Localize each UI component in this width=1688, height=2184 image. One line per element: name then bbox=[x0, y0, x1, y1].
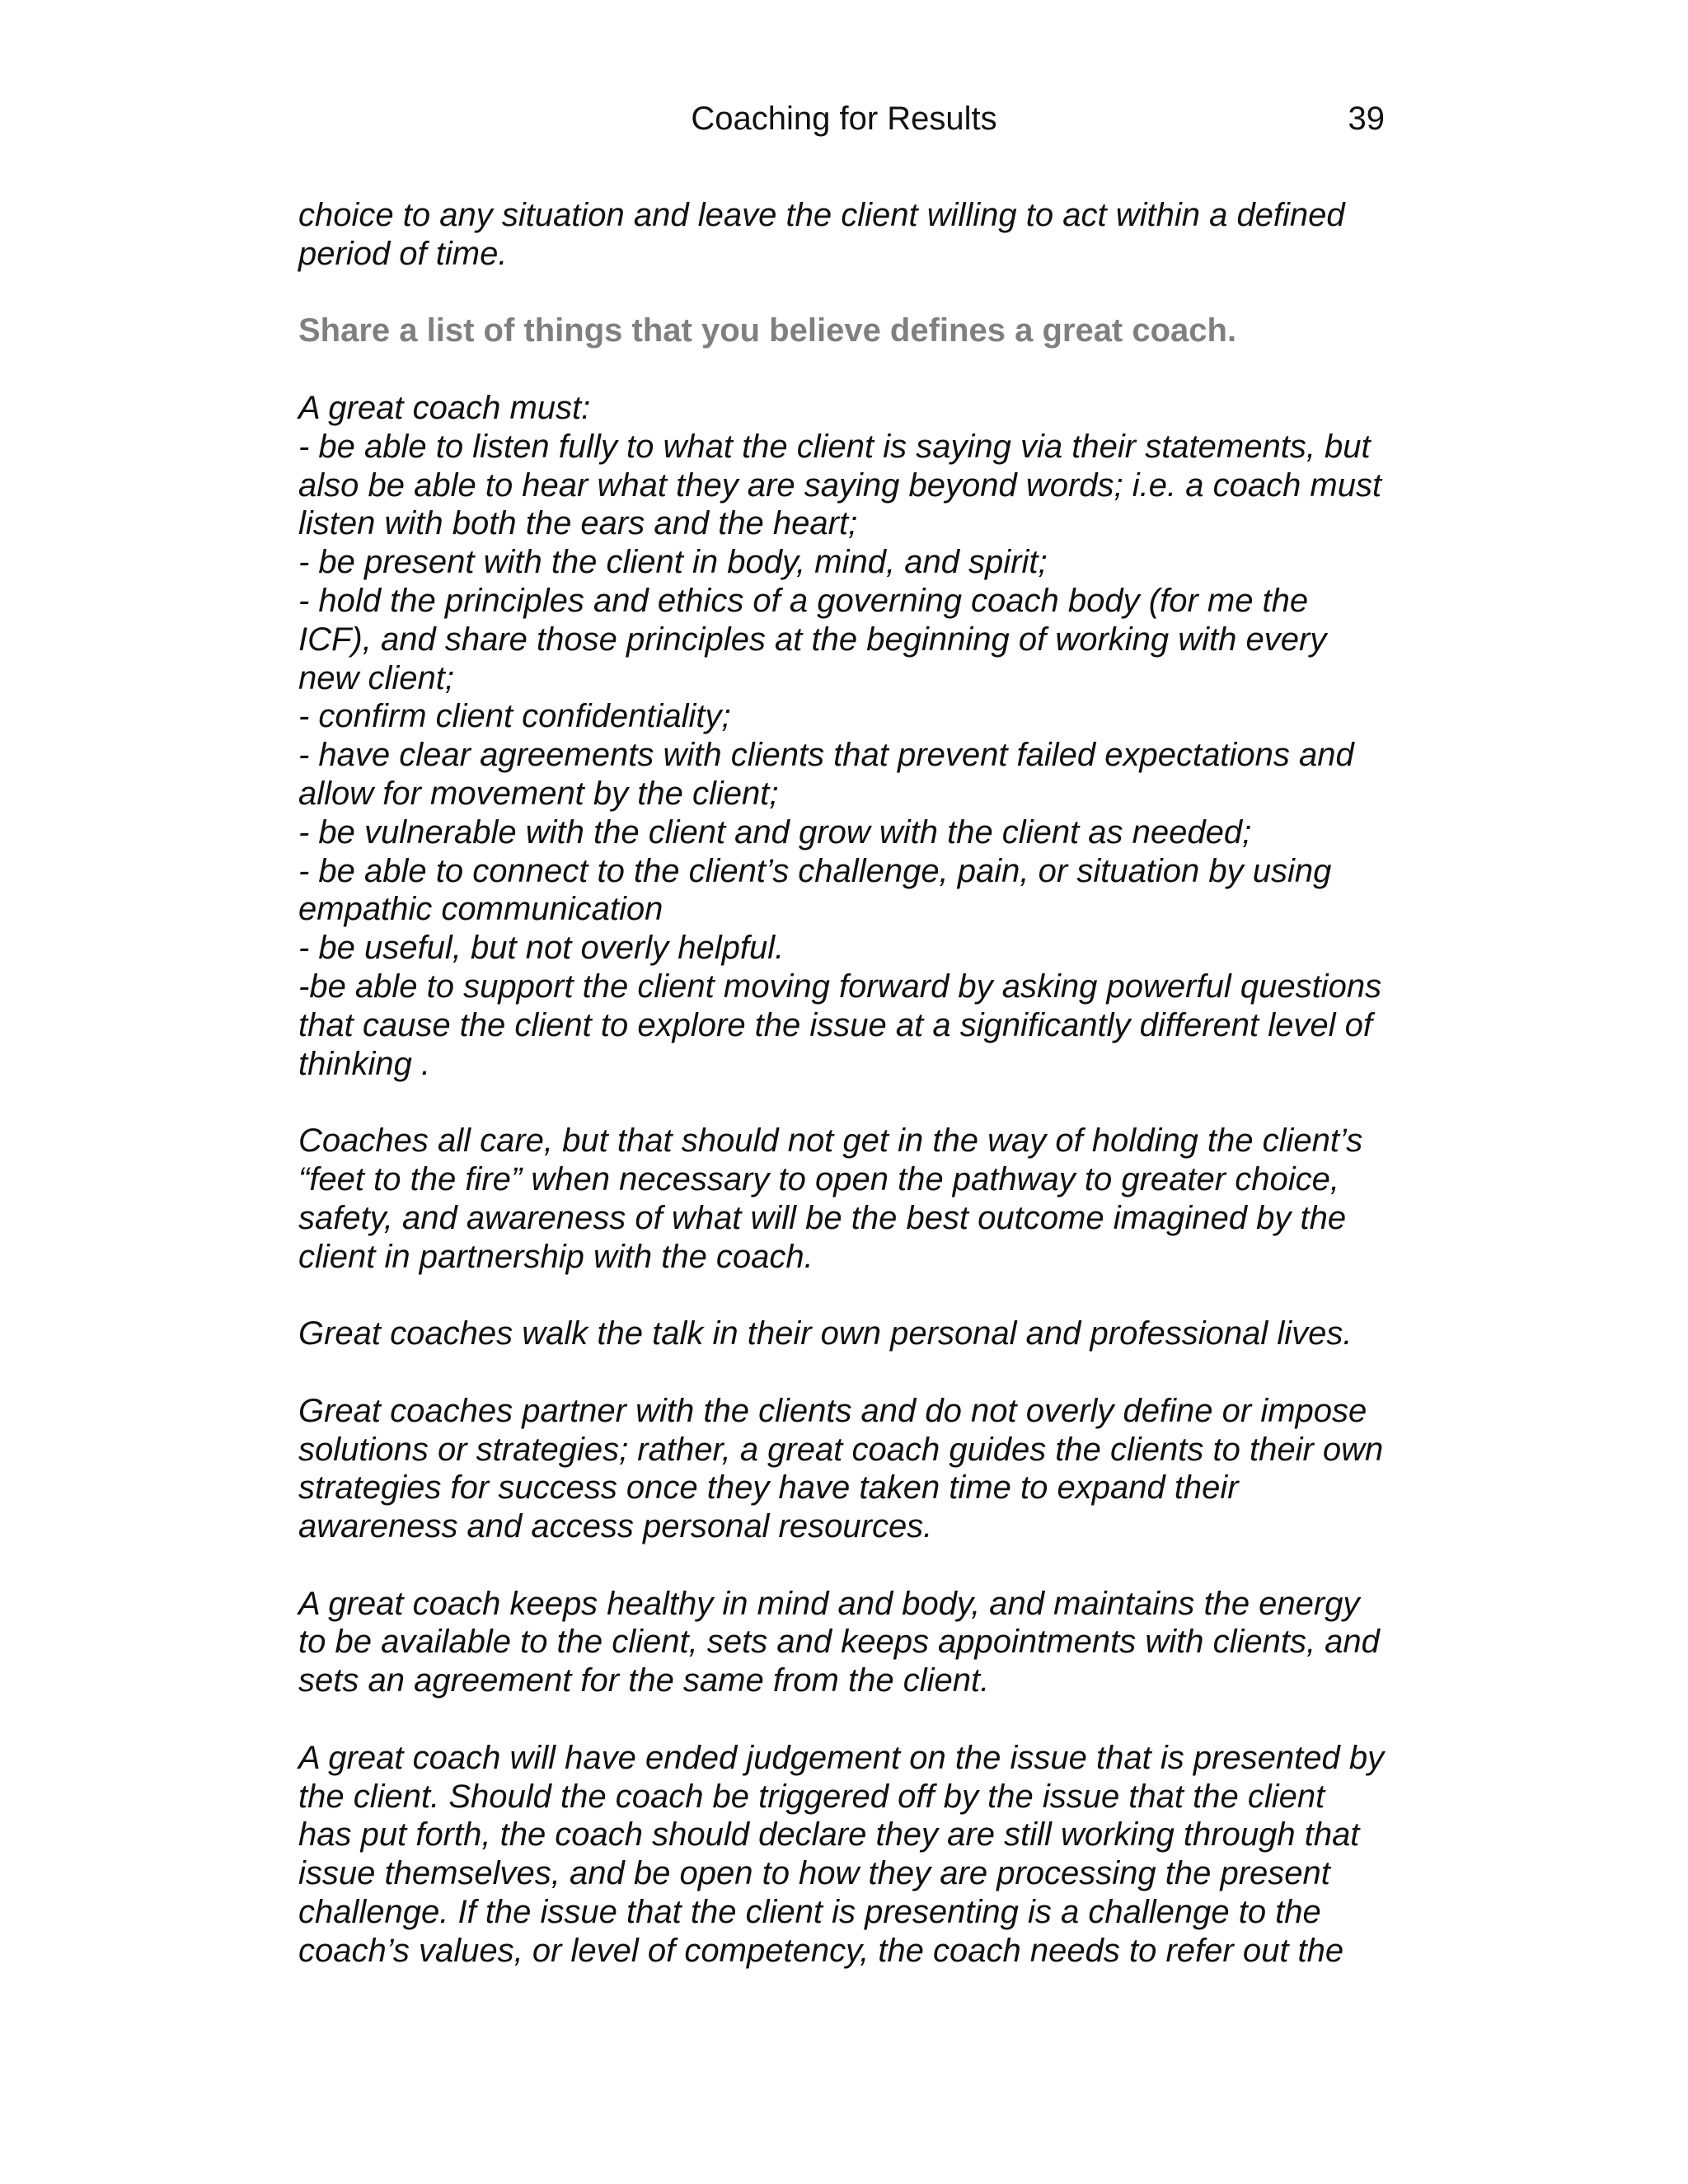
walk-paragraph bbox=[298, 1315, 1403, 1353]
text-line: A great coach keeps healthy in mind and body, and maintains the energy bbox=[298, 1585, 1360, 1622]
text-line: period of time. bbox=[298, 235, 508, 272]
list-line: thinking . bbox=[298, 1045, 431, 1082]
list-line: new client; bbox=[298, 659, 454, 696]
paragraph-spacer bbox=[298, 1353, 1403, 1392]
list-line: - have clear agreements with clients that prevent failed expectations and bbox=[298, 737, 1354, 774]
text-line: “feet to the fire” when necessary to open the pathway to greater choice, bbox=[298, 1160, 1339, 1197]
text-line: client in partnership with the coach. bbox=[298, 1238, 814, 1275]
text-line: safety, and awareness of what will be the best outcome imagined by the bbox=[298, 1199, 1347, 1236]
list-line: -be able to support the client moving forward by asking powerful questions bbox=[298, 968, 1382, 1005]
text-line: Great coaches walk the talk in their own personal and professional lives. bbox=[298, 1315, 1353, 1352]
page-header bbox=[0, 97, 1688, 140]
partner-paragraph bbox=[298, 1392, 1403, 1546]
list-line: - be useful, but not overly helpful. bbox=[298, 930, 785, 967]
body-text bbox=[298, 196, 1403, 1971]
text-line: Coaches all care, but that should not get in the way of holding the client’s bbox=[298, 1122, 1363, 1160]
text-line: to be available to the client, sets and keeps appointments with clients, and bbox=[298, 1624, 1380, 1661]
text-line: coach’s values, or level of competency, the coach needs to refer out the bbox=[298, 1932, 1344, 1969]
paragraph-spacer bbox=[298, 1083, 1403, 1122]
intro-paragraph bbox=[298, 196, 1403, 274]
prompt-text: Share a list of things that you believe defines a great coach. bbox=[298, 312, 1237, 349]
list-line: - hold the principles and ethics of a governing coach body (for me the bbox=[298, 582, 1309, 619]
list-line: that cause the client to explore the issue at a significantly different level of bbox=[298, 1006, 1372, 1043]
list-line: empathic communication bbox=[298, 891, 663, 928]
text-line: strategies for success once they have taken time to expand their bbox=[298, 1469, 1239, 1507]
paragraph-spacer bbox=[298, 1276, 1403, 1315]
care-paragraph bbox=[298, 1122, 1403, 1276]
list-line: also be able to hear what they are saying beyond words; i.e. a coach must bbox=[298, 466, 1382, 504]
text-line: challenge. If the issue that the client is presenting is a challenge to the bbox=[298, 1894, 1321, 1931]
text-line: has put forth, the coach should declare they are still working through that bbox=[298, 1816, 1360, 1854]
text-line: sets an agreement for the same from the client. bbox=[298, 1662, 990, 1699]
list-line: - be able to listen fully to what the client is saying via their statements, but bbox=[298, 428, 1371, 465]
paragraph-spacer bbox=[298, 350, 1403, 389]
judgement-paragraph bbox=[298, 1739, 1403, 1971]
text-line: awareness and access personal resources. bbox=[298, 1508, 933, 1545]
text-line: choice to any situation and leave the client willing to act within a defined bbox=[298, 197, 1345, 233]
text-line: issue themselves, and be open to how they are processing the present bbox=[298, 1855, 1330, 1892]
paragraph-spacer bbox=[298, 274, 1403, 312]
list-line: - be able to connect to the client’s challenge, pain, or situation by using bbox=[298, 852, 1332, 889]
list-line: - be present with the client in body, mind, and spirit; bbox=[298, 544, 1048, 581]
list-line: ICF), and share those principles at the beginning of working with every bbox=[298, 621, 1327, 658]
page-number: 39 bbox=[1348, 101, 1385, 137]
running-title: Coaching for Results bbox=[691, 101, 997, 137]
list-line: listen with both the ears and the heart; bbox=[298, 505, 858, 542]
paragraph-spacer bbox=[298, 1700, 1403, 1739]
text-line: the client. Should the coach be triggered off by the issue that the client bbox=[298, 1778, 1325, 1815]
text-line: A great coach will have ended judgement on the issue that is presented by bbox=[298, 1739, 1385, 1776]
prompt-heading bbox=[298, 312, 1403, 350]
list-lead: A great coach must: bbox=[298, 389, 591, 426]
paragraph-spacer bbox=[298, 1546, 1403, 1585]
text-line: Great coaches partner with the clients and do not overly define or impose bbox=[298, 1392, 1367, 1429]
text-line: solutions or strategies; rather, a great coach guides the clients to their own bbox=[298, 1431, 1384, 1468]
list-line: - confirm client confidentiality; bbox=[298, 698, 731, 735]
great-coach-list bbox=[298, 389, 1403, 1083]
list-line: - be vulnerable with the client and grow with the client as needed; bbox=[298, 813, 1252, 851]
list-line: allow for movement by the client; bbox=[298, 775, 779, 812]
healthy-paragraph bbox=[298, 1585, 1403, 1700]
